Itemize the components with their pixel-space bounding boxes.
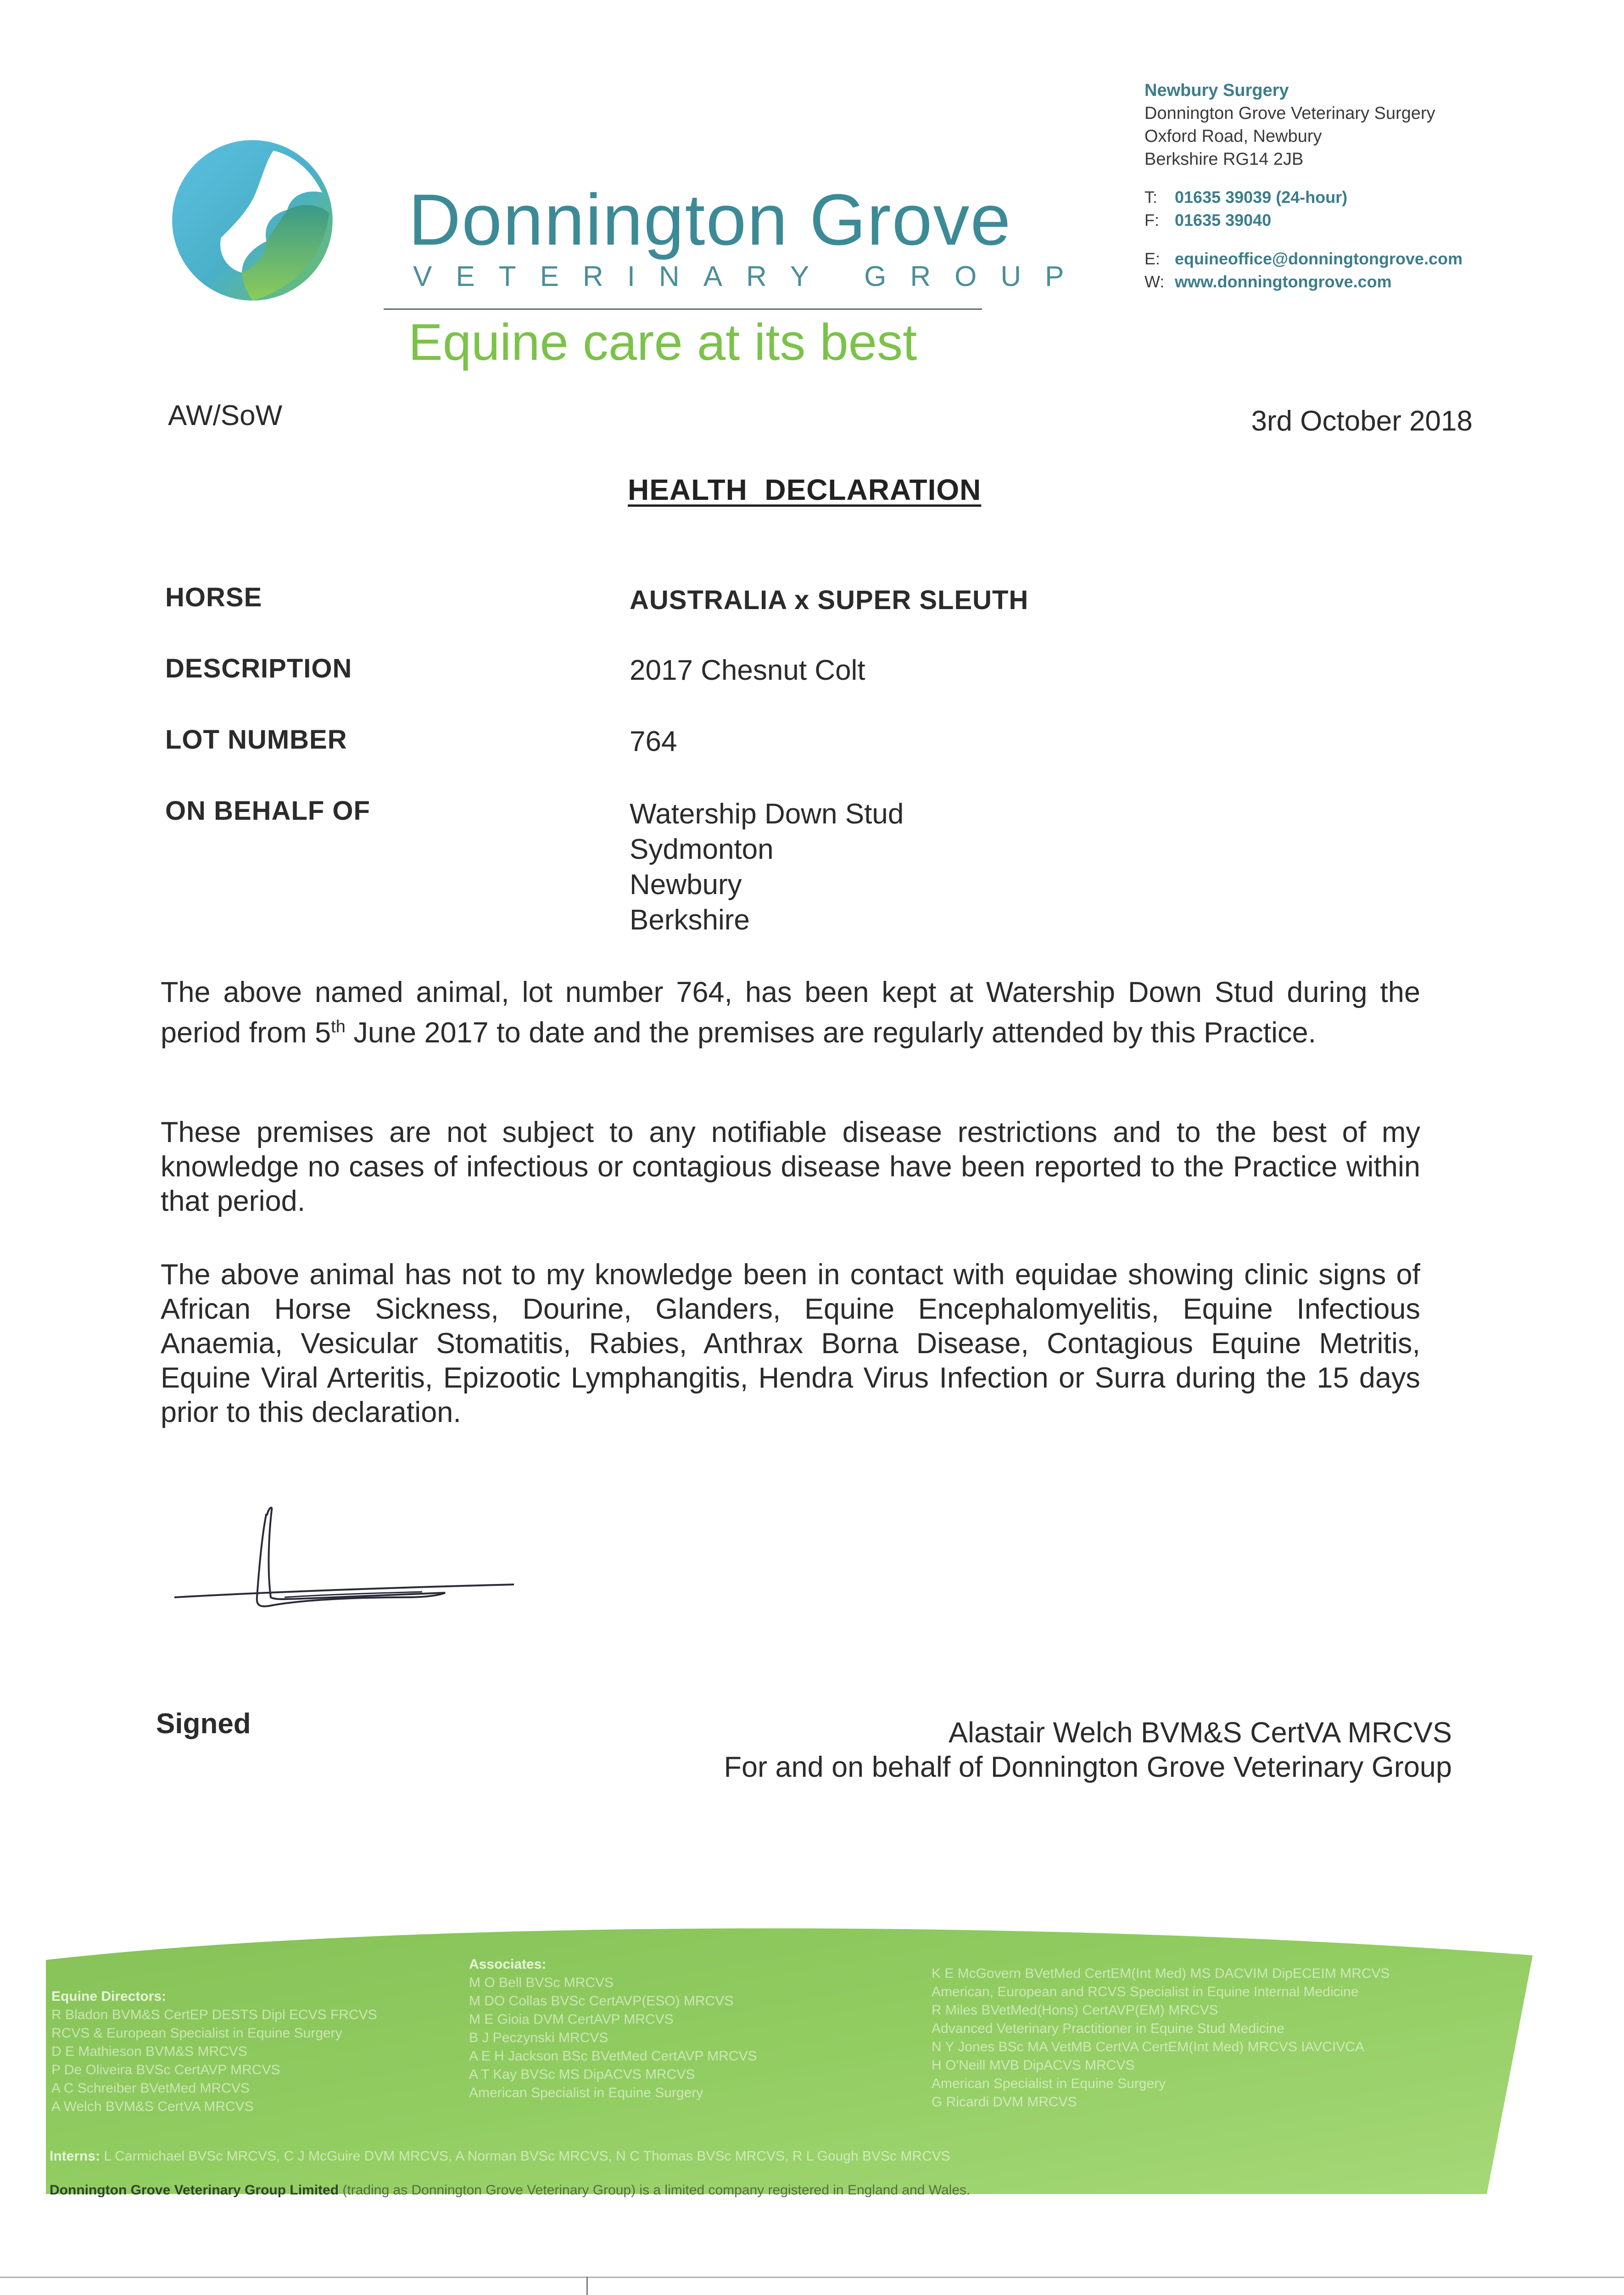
phone-row [1144,186,1462,209]
company-details: (trading as Donnington Grove Veterinary Group) is a limited company registered in England and Wales. [342,2183,971,2198]
brand-divider [384,308,982,310]
lot-number-value: 764 [630,726,677,757]
specialist-entry: Advanced Veterinary Practitioner in Equine Stud Medicine [932,2021,1284,2036]
email-label: E: [1144,249,1161,268]
paragraph-text: June 2017 to date and the premises are regularly attended by this Practice. [345,1017,1317,1049]
address-line-2: Oxford Road, Newbury [1144,127,1322,146]
behalf-line: Sydmonton [630,834,774,865]
director-entry: A C Schreiber BVetMed MRCVS [51,2081,250,2096]
behalf-line: Newbury [630,869,742,901]
handwritten-signature [165,1460,541,1634]
horse-value: AUSTRALIA x SUPER SLEUTH [630,585,1029,615]
specialist-entry: American Specialist in Equine Surgery [932,2076,1166,2091]
specialist-entry: G Ricardi DVM MRCVS [932,2094,1077,2110]
on-behalf-of-label: ON BEHALF OF [165,796,370,826]
address-line-3: Berkshire RG14 2JB [1144,150,1304,169]
interns-line [50,2147,950,2166]
associate-entry: M O Bell BVSc MRCVS [469,1975,614,1990]
on-behalf-of-value [630,796,904,938]
phone-label: T: [1144,188,1158,207]
director-entry: R Bladon BVM&S CertEP DESTS Dipl ECVS FRCVS [51,2007,377,2022]
declaration-paragraph-3: The above animal has not to my knowledge been in contact with equidae showing clinic signs of African Horse Sickness, Dourine, Glanders, Equine Encephalomyelitis, Equine Infectious Anaemia, Vesicular Stomatitis, Rabies, Anthrax Borna Disease, Contagious Equine Metritis, Equine Viral Arteritis, Epizootic Lymphangitis, Hendra Virus Infection or Surra during the 15 days prior to this declaration. [161,1259,1420,1428]
director-entry: A Welch BVM&S CertVA MRCVS [51,2099,254,2114]
associates-heading: Associates: [469,1957,547,1972]
scan-mark [586,2277,588,2295]
description-label: DESCRIPTION [165,654,352,683]
horse-label: HORSE [165,582,262,612]
brand-name: Donnington Grove [408,179,1012,260]
fax-row [1144,209,1462,232]
description-value: 2017 Chesnut Colt [630,655,865,686]
practice-name: Newbury Surgery [1144,81,1289,100]
interns-names: L Carmichael BVSc MRCVS, C J McGuire DVM MRCVS, A Norman BVSc MRCVS, N C Thomas BVSc MRCVS, R L Gough BVSc MRCVS [104,2149,950,2164]
specialist-entry: H O'Neill MVB DipACVS MRCVS [932,2058,1135,2073]
signatory-name: Alastair Welch BVM&S CertVA MRCVS [949,1717,1452,1749]
associate-entry: A E H Jackson BSc BVetMed CertAVP MRCVS [469,2049,757,2064]
interns-heading: Interns: [50,2149,100,2164]
footer-band [0,1928,1624,2212]
specialists-list [932,1965,1390,2111]
brand-tagline: Equine care at its best [408,313,917,371]
declaration-paragraph-2: These premises are not subject to any notifiable disease restrictions and to the best of my knowledge no cases of infectious or contagious disease have been reported to the Practice within that period. [161,1116,1420,1217]
web-row [1144,270,1462,293]
brand-subtitle: VETERINARY GROUP [413,261,1088,292]
company-name: Donnington Grove Veterinary Group Limited [50,2183,339,2198]
signatory-block [724,1716,1452,1785]
document-reference: AW/SoW [168,400,283,431]
specialist-entry: N Y Jones BSc MA VetMB CertVA CertEM(Int Med) MRCVS IAVCIVCA [932,2039,1365,2054]
practice-address [1144,79,1435,171]
donnington-grove-logo-icon [165,133,340,308]
address-line-1: Donnington Grove Veterinary Surgery [1144,104,1435,123]
email-row [1144,247,1462,270]
specialist-entry: American, European and RCVS Specialist in Equine Internal Medicine [932,1984,1359,1999]
scan-edge [0,2277,1624,2278]
practice-contact [1144,186,1462,293]
signatory-organisation: For and on behalf of Donnington Grove Veterinary Group [724,1751,1452,1783]
director-entry: P De Oliveira BVSc CertAVP MRCVS [51,2062,280,2077]
ordinal-suffix: th [331,1017,346,1036]
associate-entry: M E Gioia DVM CertAVP MRCVS [469,2012,674,2027]
signed-label: Signed [156,1708,251,1740]
associate-entry: A T Kay BVSc MS DipACVS MRCVS [469,2067,695,2082]
web-label: W: [1144,272,1165,291]
associate-entry: B J Peczynski MRCVS [469,2030,608,2045]
specialist-entry: R Miles BVetMed(Hons) CertAVP(EM) MRCVS [932,2003,1218,2018]
company-registration [50,2181,970,2200]
directors-heading: Equine Directors: [51,1989,167,2004]
declaration-paragraph-1 [161,975,1420,1050]
phone-number: 01635 39039 (24-hour) [1175,188,1348,207]
lot-number-label: LOT NUMBER [165,725,347,755]
paragraph-text: The above named animal, lot number 764, has been kept at Watership Down Stud during the period from 5 [161,976,1420,1049]
associates-list [469,1955,757,2102]
fax-label: F: [1144,211,1159,230]
specialist-entry: K E McGovern BVetMed CertEM(Int Med) MS DACVIM DipECEIM MRCVS [932,1966,1390,1981]
director-entry: D E Mathieson BVM&S MRCVS [51,2044,247,2059]
document-date: 3rd October 2018 [1251,405,1473,437]
associate-entry: M DO Collas BVSc CertAVP(ESO) MRCVS [469,1993,734,2009]
document-title: HEALTH DECLARATION [628,473,982,506]
email-address: equineoffice@donningtongrove.com [1175,249,1463,268]
equine-directors-list [51,1987,377,2116]
fax-number: 01635 39040 [1175,211,1272,230]
behalf-line: Watership Down Stud [630,798,904,830]
director-entry: RCVS & European Specialist in Equine Surgery [51,2026,342,2041]
associate-entry: American Specialist in Equine Surgery [469,2085,703,2100]
website-address: www.donningtongrove.com [1175,272,1392,291]
behalf-line: Berkshire [630,904,750,936]
